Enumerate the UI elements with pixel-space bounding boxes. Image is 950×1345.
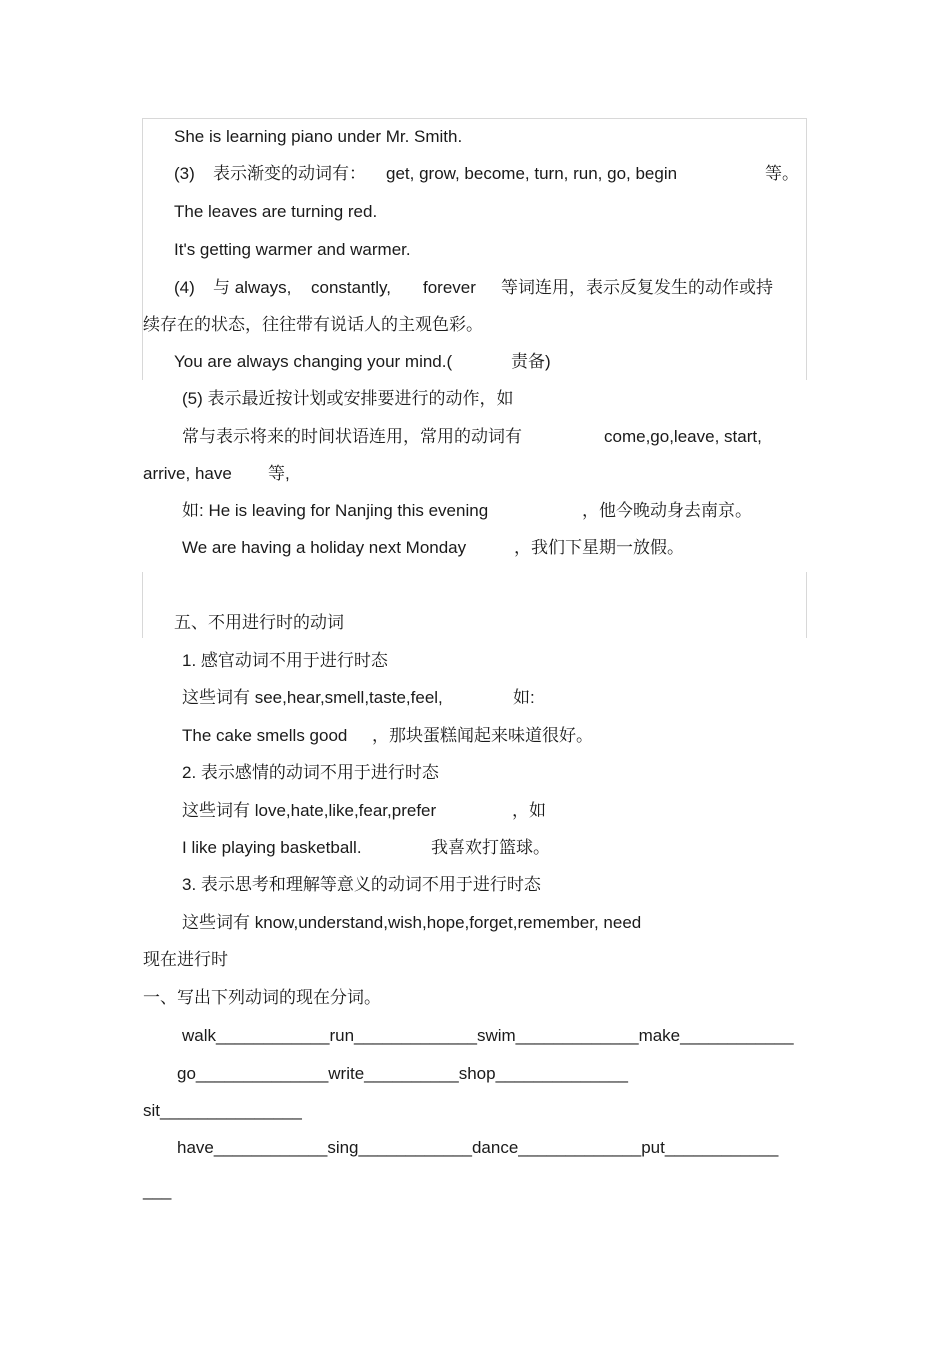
exercise-row-1: walk____________run_____________swim_____________make____________ — [182, 1026, 794, 1045]
item-5-line-2-text: 常与表示将来的时间状语连用，常用的动词有 — [182, 427, 522, 446]
example-mind-note: 责备) — [511, 352, 551, 371]
sub-1-example-sentence: The cake smells good — [182, 726, 348, 745]
sub-1-words-such-as: 如: — [513, 688, 535, 707]
exercise-row-3: sit_______________ — [143, 1101, 302, 1120]
item-3-number: (3) — [174, 164, 195, 183]
item-4-text: 等词连用，表示反复发生的动作或持 — [501, 278, 773, 297]
item-5-line-3-end: 等, — [268, 464, 290, 483]
sub-3-heading: 3. 表示思考和理解等意义的动词不用于进行时态 — [182, 875, 541, 894]
item-5: (5) 表示最近按计划或安排要进行的动作，如 — [182, 389, 514, 408]
exercise-row-4: have____________sing____________dance_____________put____________ — [177, 1138, 779, 1157]
item-5-line-3-verbs: arrive, have — [143, 464, 232, 483]
frame-right-line-2 — [806, 572, 807, 638]
item-4-constantly: constantly, — [311, 278, 392, 297]
sub-2-words-such-as: ，如 — [512, 801, 546, 820]
sub-3-words: 这些词有 know,understand,wish,hope,forget,remember, need — [182, 913, 642, 932]
example-leaves: The leaves are turning red. — [174, 202, 378, 221]
item-3-end: 等。 — [765, 164, 799, 183]
example-warmer: It's getting warmer and warmer. — [174, 240, 411, 259]
sub-2-heading: 2. 表示感情的动词不用于进行时态 — [182, 763, 439, 782]
item-4-continuation: 续存在的状态，往往带有说话人的主观色彩。 — [143, 315, 483, 334]
item-4-with: 与 always, — [213, 278, 292, 297]
sub-1-heading: 1. 感官动词不用于进行时态 — [182, 651, 388, 670]
section-five-heading: 五、不用进行时的动词 — [174, 613, 344, 632]
sub-2-words-list: 这些词有 love,hate,like,fear,prefer — [182, 801, 437, 820]
item-5-line-2-verbs: come,go,leave, start, — [604, 427, 762, 446]
exercise-title: 现在进行时 — [143, 950, 228, 969]
frame-right-line — [806, 118, 807, 380]
example-holiday-translation: ，我们下星期一放假。 — [514, 538, 684, 557]
sub-2-example-sentence: I like playing basketball. — [182, 838, 362, 857]
example-piano: She is learning piano under Mr. Smith. — [174, 127, 463, 146]
sub-1-words-list: 这些词有 see,hear,smell,taste,feel, — [182, 688, 443, 707]
example-nanjing-sentence: 如: He is leaving for Nanjing this evening — [182, 501, 489, 520]
example-holiday-sentence: We are having a holiday next Monday — [182, 538, 467, 557]
frame-left-line — [142, 118, 143, 380]
exercise-row-2: go______________write__________shop______________ — [177, 1064, 628, 1083]
exercise-task: 一、写出下列动词的现在分词。 — [143, 988, 381, 1007]
item-4-number: (4) — [174, 278, 195, 297]
example-nanjing-translation: ，他今晚动身去南京。 — [582, 501, 752, 520]
sub-1-example-translation: ，那块蛋糕闻起来味道很好。 — [372, 726, 593, 745]
frame-top-line — [142, 118, 807, 119]
frame-left-line-2 — [142, 572, 143, 638]
item-4-forever: forever — [423, 278, 476, 297]
example-mind-sentence: You are always changing your mind.( — [174, 352, 453, 371]
item-3-label: 表示渐变的动词有： — [213, 164, 366, 183]
sub-2-example-translation: 我喜欢打篮球。 — [431, 838, 550, 857]
item-3-verbs: get, grow, become, turn, run, go, begin — [386, 164, 678, 183]
exercise-row-5: ___ — [143, 1181, 172, 1200]
